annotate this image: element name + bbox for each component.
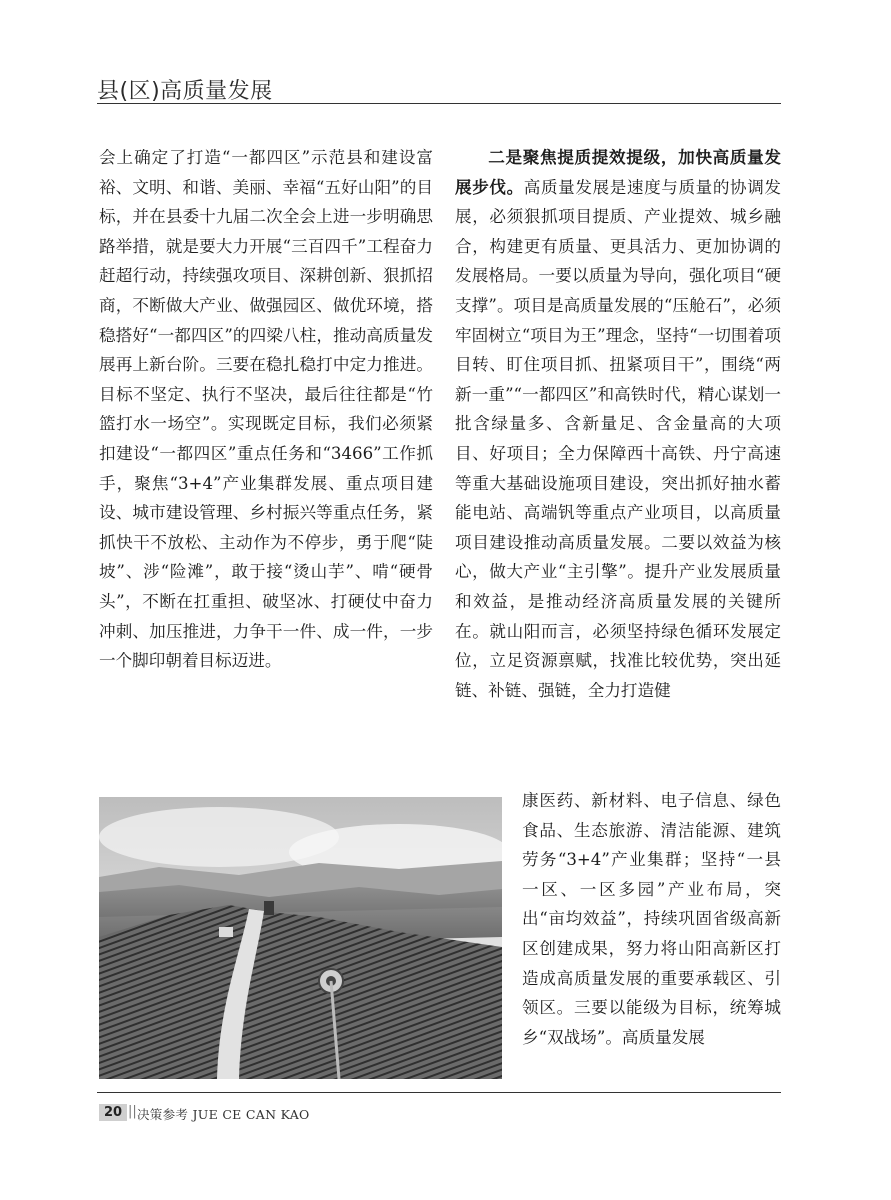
page-footer: [97, 1092, 781, 1132]
right-column-wrapped: [522, 786, 781, 1052]
right-column-wrap-text: 康医药、新材料、电子信息、绿色食品、生态旅游、清洁能源、建筑劳务“3+4”产业集群；坚持“一县一区、一区多园”产业布局，突出“亩均效益”，持续巩固省级高新区创建成果，努力将山阳高新区打造成高质量发展的重要承载区、引领区。三要以能级为目标，统筹城乡“双战场”。高质量发展: [522, 791, 781, 1047]
journal-name: 决策参考 JUE CE CAN KAO: [137, 1107, 310, 1122]
page-number: 20: [99, 1104, 127, 1121]
section-heading: 二是聚焦提质提效提级，加快高质量发展步伐。: [455, 147, 781, 197]
footer-separator: ||: [128, 1104, 137, 1119]
aerial-tea-plantation-photo: [99, 797, 502, 1079]
header-divider: [97, 103, 781, 104]
page-header: [97, 70, 781, 104]
right-column-paragraph: [455, 143, 781, 705]
footer-divider: [97, 1092, 781, 1093]
left-column-text: 会上确定了打造“一都四区”示范县和建设富裕、文明、和谐、美丽、幸福“五好山阳”的目标，并在县委十九届二次全会上进一步明确思路举措，就是要大力开展“三百四千”工程奋力赶超行动，持续强攻项目、深耕创新、狠抓招商，不断做大产业、做强园区、做优环境，搭稳搭好“一都四区”的四梁八柱，推动高质量发展再上新台阶。三要在稳扎稳打中定力推进。目标不坚定、执行不坚决，最后往往都是“竹篮打水一场空”。实现既定目标，我们必须紧扣建设“一都四区”重点任务和“3466”工作抓手，聚焦“3+4”产业集群发展、重点项目建设、城市建设管理、乡村振兴等重点任务，紧抓快干不放松、主动作为不停步，勇于爬“陡坡”、涉“险滩”，敢于接“烫山芋”、啃“硬骨头”，不断在扛重担、破坚冰、打硬仗中奋力冲刺、加压推进，力争干一件、成一件，一步一个脚印朝着目标迈进。: [99, 148, 433, 671]
right-column-text: 高质量发展是速度与质量的协调发展，必须狠抓项目提质、产业提效、城乡融合，构建更有质量、更具活力、更加协调的发展格局。一要以质量为导向，强化项目“硬支撑”。项目是高质量发展的“压舱石”，必须牢固树立“项目为王”理念，坚持“一切围着项目转、盯住项目抓、扭紧项目干”，围绕“两新一重”“一都四区”和高铁时代，精心谋划一批含绿量多、含新量足、含金量高的大项目、好项目；全力保障西十高铁、丹宁高速等重大基础设施项目建设，突出抓好抽水蓄能电站、高端钒等重点产业项目，以高质量项目建设推动高质量发展。二要以效益为核心，做大产业“主引擎”。提升产业发展质量和效益，是推动经济高质量发展的关键所在。就山阳而言，必须坚持绿色循环发展定位，立足资源禀赋，找准比较优势，突出延链、补链、强链，全力打造健: [455, 177, 782, 700]
right-column: [455, 143, 781, 705]
photo-image: [99, 797, 502, 1079]
left-column: [99, 143, 433, 676]
section-title: 县(区)高质量发展: [97, 79, 273, 104]
